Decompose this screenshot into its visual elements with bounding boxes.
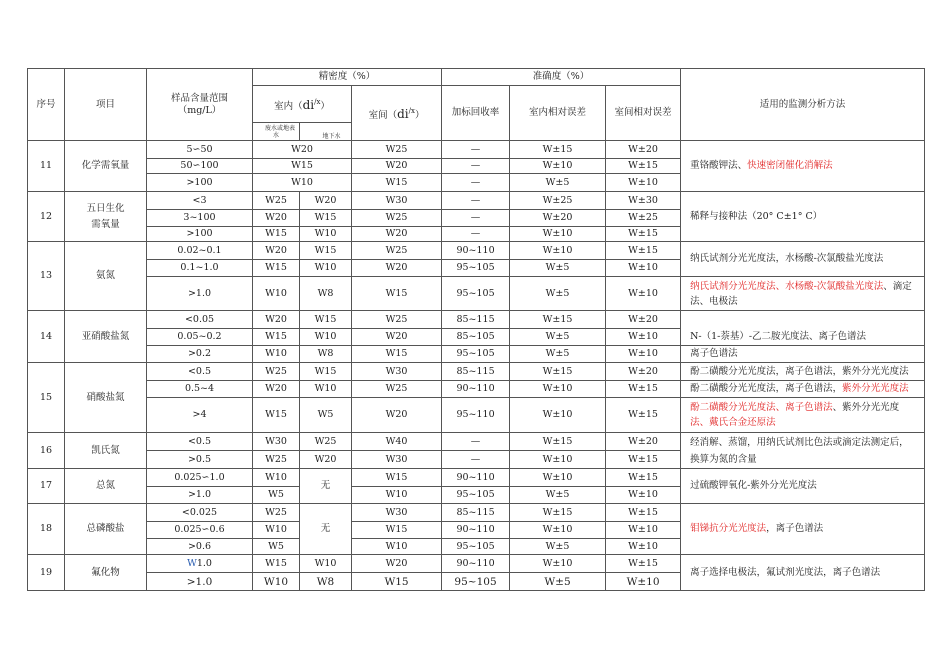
header-range-line1: 样品含量范围: [170, 92, 228, 104]
table-row: 50∽100 W15 W20 — W±10 W±15: [28, 159, 925, 174]
table-row: 0.05~0.2 W15 W10 W20 85~105 W±5 W±10: [28, 329, 925, 346]
row-number: 19: [28, 555, 65, 591]
table-row: 15 硝酸盐氮 <0.5 W25 W15 W30 85~115 W±15 W±20 酚二磺酸分光光度法，离子色谱法，紫外分光光度法: [28, 363, 925, 381]
table-row: >1.0 W10 W8 W15 95~105 W±5 W±10: [28, 573, 925, 591]
row-method: 过硫酸钾氧化-紫外分光光度法: [681, 469, 925, 504]
header-sub-ground: 地下水: [300, 123, 352, 141]
table-row: >0.2 W10 W8 W15 95~105 W±5 W±10 离子色谱法: [28, 346, 925, 363]
header-accuracy: 准确度（%）: [442, 69, 681, 86]
row-number: 15: [28, 363, 65, 433]
table-row: >100 W10 W15 — W±5 W±10: [28, 174, 925, 192]
row-item: 氟化物: [65, 555, 147, 591]
row-method: 经消解、蒸馏，用纳氏试剂比色法或滴定法测定后， 换算为氮的含量: [681, 433, 925, 469]
row-number: 14: [28, 311, 65, 363]
row-item: 硝酸盐氮: [65, 363, 147, 433]
row-number: 18: [28, 504, 65, 555]
row-number: 12: [28, 192, 65, 242]
table-row: 3~100 W20 W15 W25 — W±20 W±25: [28, 210, 925, 227]
row-method: 纳氏试剂分光光度法，水杨酸-次氯酸盐光度法: [681, 242, 925, 277]
header-range-line2: （mg/L）: [177, 104, 222, 116]
row-item: 亚硝酸盐氮: [65, 311, 147, 363]
row-method: N-（1-萘基）-乙二胺光度法、离子色谱法: [681, 311, 925, 346]
header-precision: 精密度（%）: [253, 69, 442, 86]
header-inter-error: 室间相对误差: [606, 86, 681, 141]
table-row: 17 总氮 0.025∽1.0 W10 无 W15 90~110 W±10 W±15 过硫酸钾氧化-紫外分光光度法: [28, 469, 925, 487]
table-row: >4 W15 W5 W20 95~110 W±10 W±15 酚二磺酸分光光度法、离子色谱法、紫外分光光度 法、戴氏合金还原法: [28, 398, 925, 433]
header-indoor-error: 室内相对误差: [510, 86, 606, 141]
table-row: >0.5 W25 W20 W30 — W±10 W±15: [28, 451, 925, 469]
header-inter: 室间$(di^{/x})$: [352, 86, 442, 141]
header-range: [147, 69, 253, 141]
table-row: >1.0 W5 W10 95~105 W±5 W±10: [28, 487, 925, 504]
row-method: 纳氏试剂分光光度法、水杨酸-次氯酸盐光度法、滴定 法、电极法: [681, 277, 925, 311]
row-method: 重铬酸钾法、快速密闭催化消解法: [681, 141, 925, 192]
row-method: 酚二磺酸分光光度法、离子色谱法、紫外分光光度 法、戴氏合金还原法: [681, 398, 925, 433]
header-row-1: [28, 69, 925, 86]
row-item: 化学需氧量: [65, 141, 147, 192]
row-number: 13: [28, 242, 65, 311]
header-method: 适用的监测分析方法: [681, 69, 925, 141]
row-item: 总磷酸盐: [65, 504, 147, 555]
table-row: 18 总磷酸盐 <0.025 W25 无 W30 85~115 W±15 W±15 钼锑抗分光光度法，离子色谱法: [28, 504, 925, 522]
table-row: 14 亚硝酸盐氮 <0.05 W20 W15 W25 85~115 W±15 W±20 N-（1-萘基）-乙二胺光度法、离子色谱法: [28, 311, 925, 329]
header-sub-surface: 废水或地表 水: [253, 123, 300, 141]
row-method: 离子色谱法: [681, 346, 925, 363]
header-item: 项目: [65, 69, 147, 141]
monitoring-methods-table: [27, 68, 925, 591]
row-item: 五日生化 需氧量: [65, 192, 147, 242]
row-number: 16: [28, 433, 65, 469]
row-method: 离子选择电极法，氟试剂光度法，离子色谱法: [681, 555, 925, 591]
table-row: 19 氟化物 W1.0 W15 W10 W20 90~110 W±10 W±15 离子选择电极法，氟试剂光度法，离子色谱法: [28, 555, 925, 573]
table-row: 16 凯氏氮 <0.5 W30 W25 W40 — W±15 W±20 经消解、蒸馏，用纳氏试剂比色法或滴定法测定后， 换算为氮的含量: [28, 433, 925, 451]
header-seq: 序号: [28, 69, 65, 141]
row-method: 酚二磺酸分光光度法，离子色谱法，紫外分光光度法: [681, 363, 925, 381]
row-item: 氨氮: [65, 242, 147, 311]
table-row: 13 氨氮 0.02~0.1 W20 W15 W25 90~110 W±10 W±15 纳氏试剂分光光度法，水杨酸-次氯酸盐光度法: [28, 242, 925, 260]
row-number: 17: [28, 469, 65, 504]
row-number: 11: [28, 141, 65, 192]
table-row: 0.025∽0.6 W10 W15 90~110 W±10 W±10: [28, 522, 925, 539]
table-row: 0.5~4 W20 W10 W25 90~110 W±10 W±15 酚二磺酸分光光度法，离子色谱法，紫外分光光度法: [28, 381, 925, 398]
table-row: >100 W15 W10 W20 — W±10 W±15: [28, 227, 925, 242]
table-row: 0.1~1.0 W15 W10 W20 95~105 W±5 W±10: [28, 260, 925, 277]
row-method: 钼锑抗分光光度法，离子色谱法: [681, 504, 925, 555]
table-row: >1.0 W10 W8 W15 95~105 W±5 W±10 纳氏试剂分光光度法、水杨酸-次氯酸盐光度法、滴定 法、电极法: [28, 277, 925, 311]
row-item: 凯氏氮: [65, 433, 147, 469]
table-row: 12 五日生化 需氧量 <3 W25 W20 W30 — W±25 W±30 稀释与接种法（20° C±1° C）: [28, 192, 925, 210]
table-row: >0.6 W5 W10 95~105 W±5 W±10: [28, 539, 925, 555]
row-method: 稀释与接种法（20° C±1° C）: [681, 192, 925, 242]
table-row: 11 化学需氧量 5∽50 W20 W25 — W±15 W±20 重铬酸钾法、快速密闭催化消解法: [28, 141, 925, 159]
header-indoor: 室内$(di^{/x})$: [253, 86, 352, 123]
header-recovery: 加标回收率: [442, 86, 510, 141]
row-method: 酚二磺酸分光光度法，离子色谱法，紫外分光光度法: [681, 381, 925, 398]
row-item: 总氮: [65, 469, 147, 504]
